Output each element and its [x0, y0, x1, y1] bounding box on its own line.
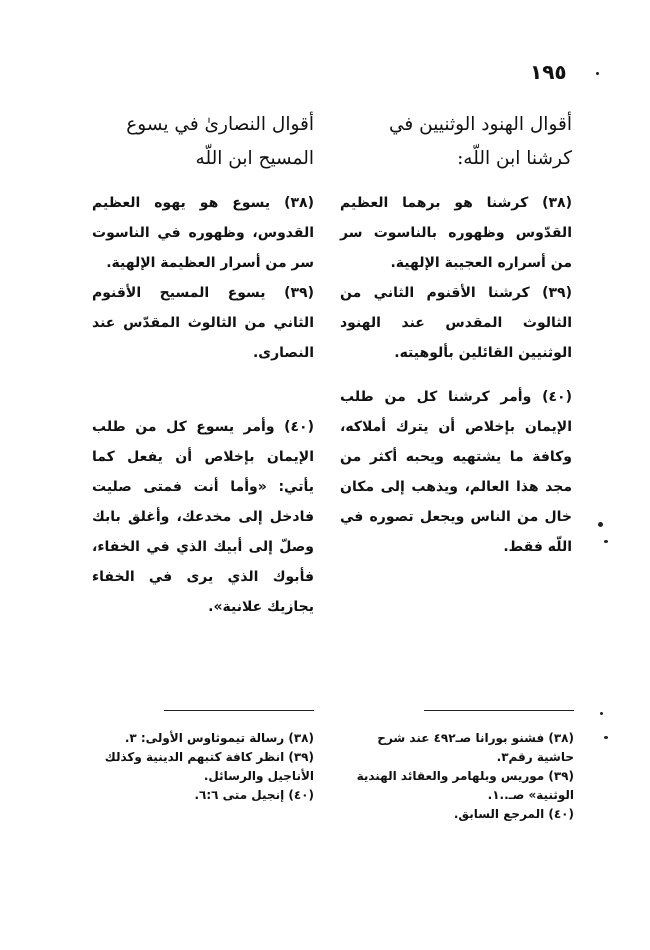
christian-footnote-39: (٣٩) انظر كافة كتبهم الدينية وكذلك الأناجيل والرسائل. — [104, 750, 314, 783]
christian-paragraph-38: (٣٨) يسوع هو يهوه العظيم القدوس، وظهوره في الناسوت سر من أسرار العظيمة الإلهية. — [92, 195, 314, 271]
christian-heading — [92, 108, 314, 176]
scan-speck — [596, 72, 599, 75]
scan-speck — [604, 736, 608, 739]
scan-speck — [598, 522, 603, 527]
christian-column — [92, 108, 314, 622]
scan-speck — [604, 540, 608, 543]
hindu-footnote-39: (٣٩) موريس وبلهامر والعقائد الهندية الوثنية» صـ..١. — [356, 769, 574, 802]
christian-footnotes — [90, 710, 314, 805]
christian-heading-line2: المسيح ابن اللّه — [195, 148, 314, 169]
christian-paragraph-39: (٣٩) يسوع المسيح الأقنوم الثاني من الثالوث المقدّس عند النصارى. — [92, 285, 314, 361]
scan-speck — [600, 712, 603, 715]
hindu-heading-line1: أقوال الهنود الوثنيين في — [388, 114, 572, 135]
hindu-footnotes — [338, 710, 574, 824]
page-number: ١٩٥ — [530, 60, 567, 84]
hindu-paragraph-38: (٣٨) كرشنا هو برهما العظيم القدّوس وظهوره بالناسوت سر من أسراره العجيبة الإلهية. — [340, 195, 572, 271]
hindu-footnote-38: (٣٨) فشنو بورانا صـ٤٩٢ عند شرح حاشية رقم٣. — [377, 731, 574, 764]
footnote-divider — [424, 710, 574, 711]
christian-paragraph-40: (٤٠) وأمر يسوع كل من طلب الإيمان بإخلاص أن يفعل كما يأتي: «وأما أنت فمتى صليت فادخل إلى مخدعك، وأغلق بابك وصلّ إلى أبيك الذي في الخفاء، فأبوك الذي يرى في الخفاء يجازيك علانية». — [92, 419, 314, 615]
christian-heading-line1: أقوال النصارىٰ في يسوع — [126, 114, 314, 135]
hindu-heading-line2: كرشنا ابن اللّه: — [457, 148, 572, 169]
christian-footnote-40: (٤٠) إنجيل متى ٦:٦. — [194, 788, 314, 802]
hindu-paragraph-40: (٤٠) وأمر كرشنا كل من طلب الإيمان بإخلاص أن يترك أملاكه، وكافة ما يشتهيه ويحبه أكثر من مجد هذا العالم، ويذهب إلى مكان خال من الناس ويجعل تصوره في اللّه فقط. — [340, 389, 572, 555]
hindu-paragraph-39: (٣٩) كرشنا الأقنوم الثاني من الثالوث المقدس عند الهنود الوثنيين القائلين بألوهيته. — [340, 285, 572, 361]
hindu-heading — [340, 108, 572, 176]
hindu-footnote-40: (٤٠) المرجع السابق. — [453, 807, 574, 821]
footnote-divider — [164, 710, 314, 711]
hindu-column — [340, 108, 572, 562]
christian-footnote-38: (٣٨) رسالة تيموثاوس الأولى: ٣. — [124, 731, 314, 745]
